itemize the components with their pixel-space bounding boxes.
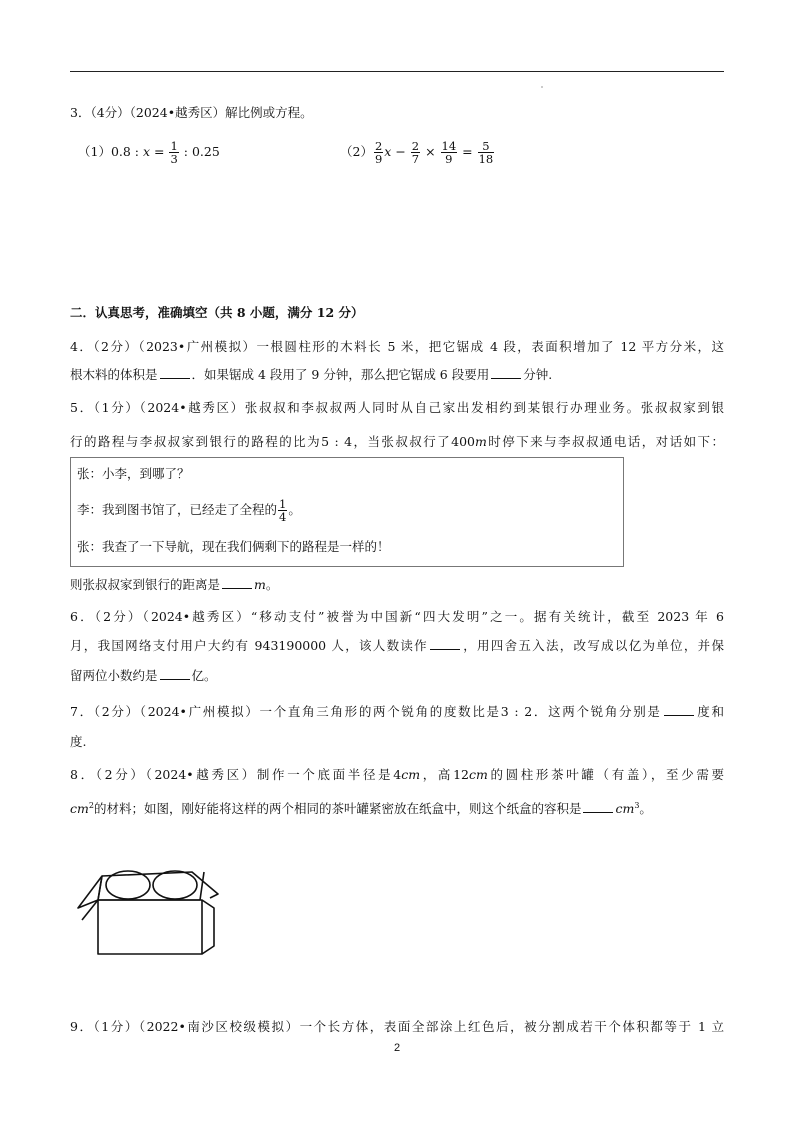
- can-right: [153, 871, 197, 899]
- fraction: $\frac{14}{9}$: [441, 139, 457, 166]
- fraction: $\frac{1}{3}$: [170, 139, 178, 166]
- answer-blank[interactable]: [430, 637, 460, 650]
- dialog-line-2: 李：我到图书馆了，已经走了全程的 $\frac{1}{4}$ 。: [77, 497, 301, 524]
- fraction: $\frac{1}{4}$: [279, 497, 287, 524]
- q4-line1: 4．（2分）（2023•广州模拟）一根圆柱形的木料长 5 米，把它锯成 4 段，表面积增加了 12 平方分米，这: [70, 339, 724, 354]
- q7-line1: 7．（2分）（2024•广州模拟）一个直角三角形的两个锐角的度数比是3 : 2．这两个锐角分别是 度和: [70, 704, 724, 719]
- section-title: 二．认真思考，准确填空（共 8 小题，满分 12 分）: [70, 305, 364, 320]
- answer-blank[interactable]: [222, 576, 252, 589]
- header-dot: [541, 86, 543, 88]
- fraction: $\frac{5}{18}$: [478, 139, 494, 166]
- q3-part1: （1）0.8 : x = $\frac{1}{3}$ : 0.25: [78, 139, 220, 166]
- header-rule: [70, 71, 724, 72]
- fraction: $\frac{2}{9}$: [374, 139, 383, 166]
- answer-blank[interactable]: [160, 366, 190, 379]
- q6-line3: 留两位小数约是 亿。: [70, 668, 217, 683]
- dialog-box: [70, 457, 624, 567]
- answer-blank[interactable]: [583, 800, 613, 813]
- q9-line1: 9．（1分）（2022•南沙区校级模拟）一个长方体，表面全部涂上红色后，被分割成若干个体积都等于 1 立: [70, 1019, 724, 1034]
- answer-blank[interactable]: [664, 703, 694, 716]
- fraction: $\frac{2}{7}$: [411, 139, 420, 166]
- q5-answer: 则张叔叔家到银行的距离是 m。: [70, 577, 279, 592]
- answer-blank[interactable]: [160, 667, 190, 680]
- q5-line2: 行的路程与李叔叔家到银行的路程的比为5 : 4，当张叔叔行了400m时停下来与李叔叔通电话，对话如下：: [70, 434, 724, 449]
- q3-stem: 3．（4分）（2024•越秀区）解比例或方程。: [70, 105, 313, 120]
- dialog-line-1: 张：小李，到哪了？: [77, 466, 190, 481]
- q8-line1: 8．（2分）（2024•越秀区）制作一个底面半径是4cm，高12cm的圆柱形茶叶罐（有盖），至少需要: [70, 767, 724, 782]
- page-number: 2: [393, 1042, 401, 1054]
- q6-line2: 月，我国网络支付用户大约有 943190000 人，该人数读作 ，用四舍五入法，改写成以亿为单位，并保: [70, 638, 724, 653]
- box-with-cans-figure: [72, 858, 222, 956]
- box-front-face: [98, 900, 202, 954]
- q3-part2: （2） $\frac{2}{9}$ x − $\frac{2}{7}$ × $\frac{14}{9}$ = $\frac{5}{18}$: [340, 139, 494, 166]
- q4-line2: 根木料的体积是 ．如果锯成 4 段用了 9 分钟，那么把它锯成 6 段要用 分钟.: [70, 367, 553, 382]
- q7-line2: 度.: [70, 734, 87, 749]
- q6-line1: 6．（2分）（2024•越秀区）“移动支付”被誉为中国新“四大发明”之一。据有关统计，截至 2023 年 6: [70, 609, 724, 624]
- answer-blank[interactable]: [491, 366, 521, 379]
- q8-line2: $cm^2$的材料；如图，刚好能将这样的两个相同的茶叶罐紧密放在纸盒中，则这个纸盒的容积是 $cm^3$。: [70, 801, 652, 817]
- box-right-face: [202, 900, 214, 954]
- q5-line1: 5．（1分）（2024•越秀区）张叔叔和李叔叔两人同时从自己家出发相约到某银行办理业务。张叔叔家到银: [70, 400, 724, 415]
- dialog-line-3: 张：我查了一下导航，现在我们俩剩下的路程是一样的！: [77, 539, 390, 554]
